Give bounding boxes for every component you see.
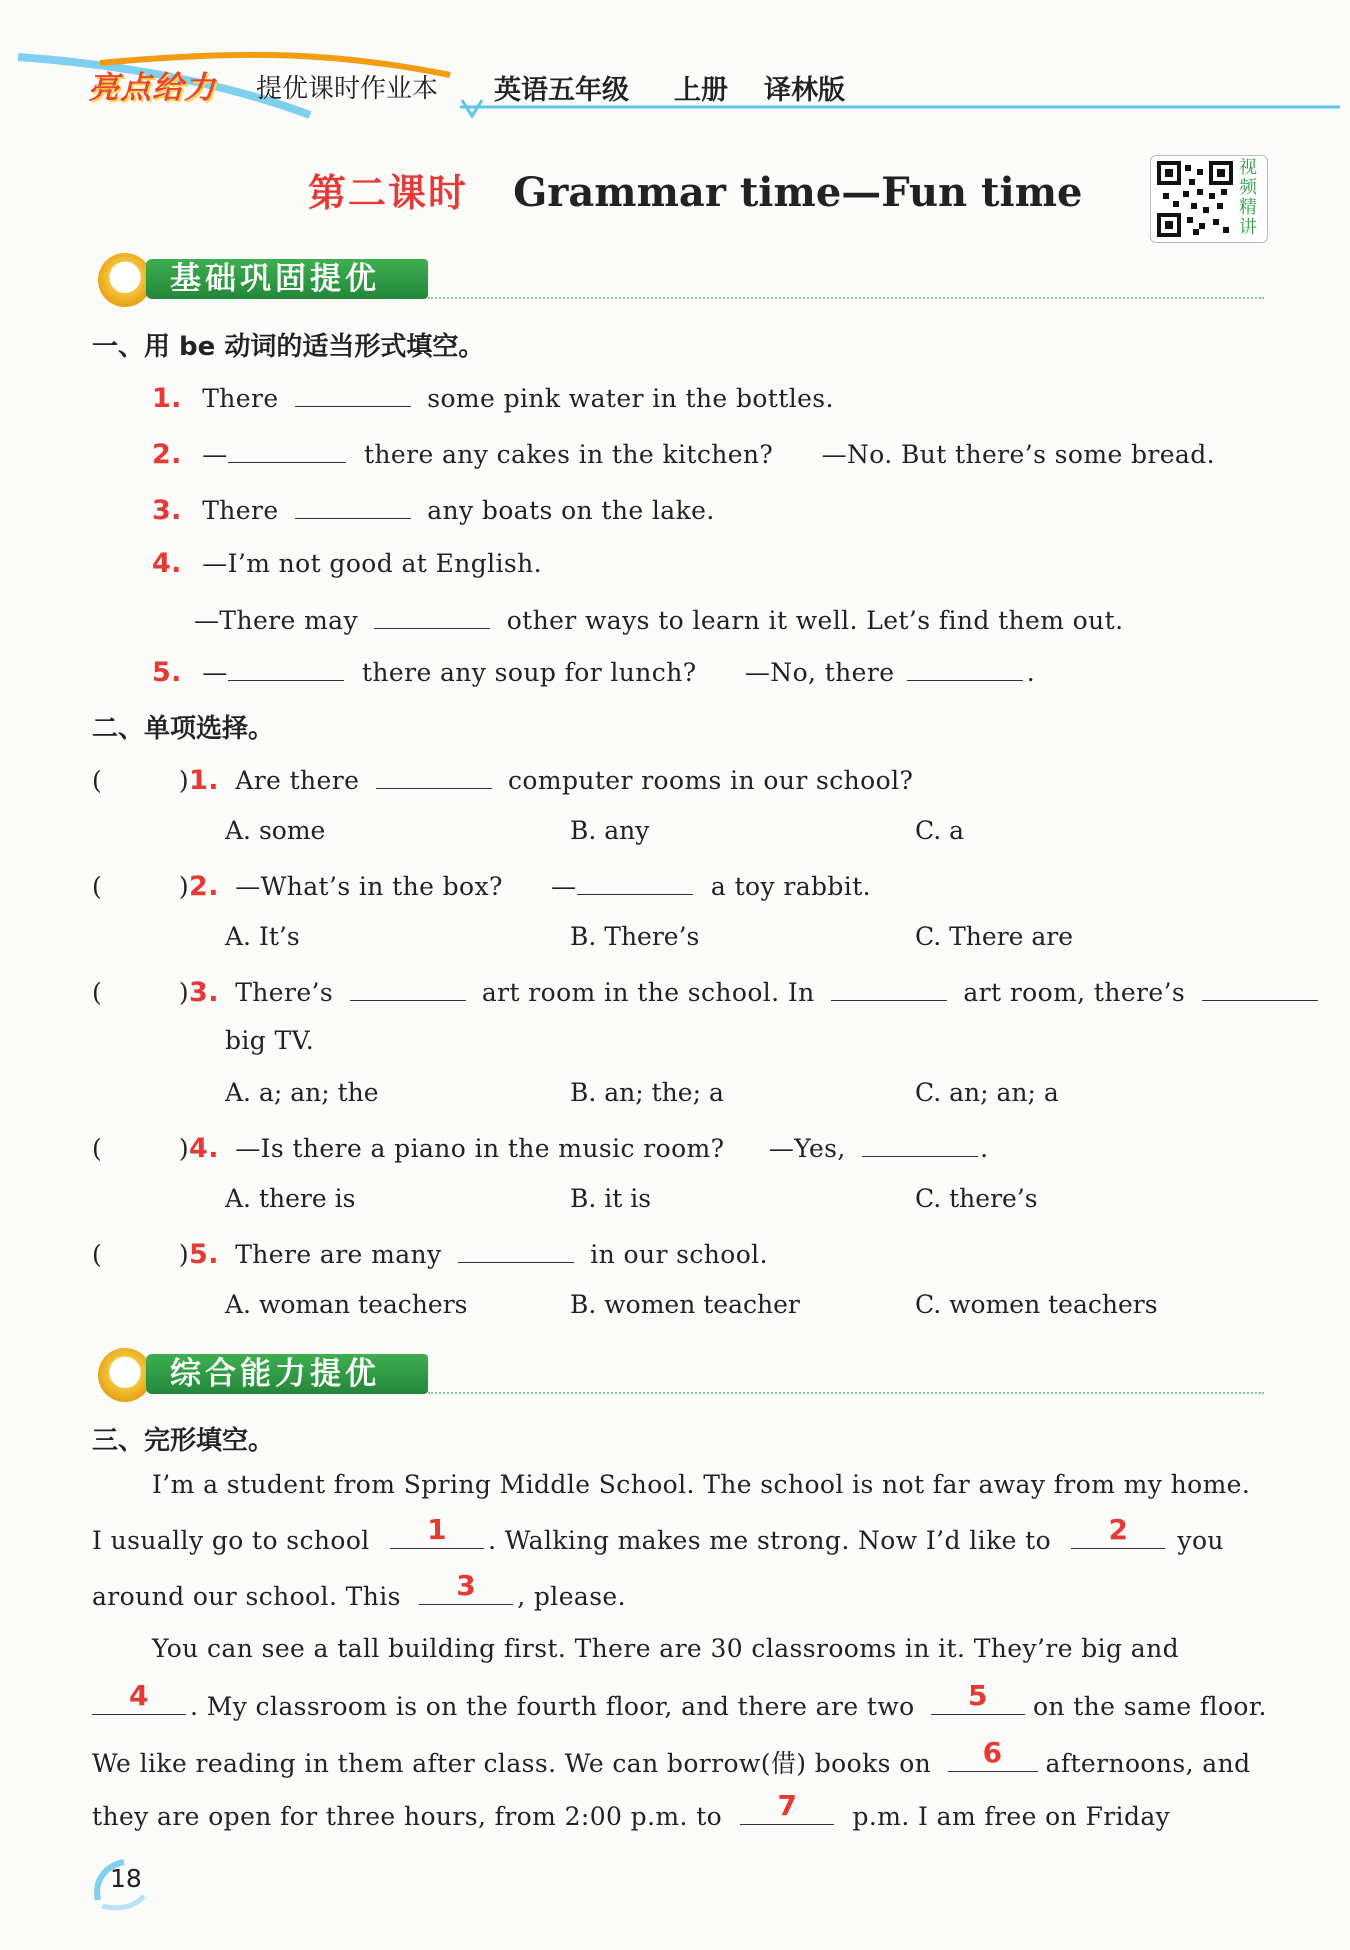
page-number: 18 [110,1864,142,1893]
passage-text: you [1177,1526,1224,1555]
banner-divider [428,297,1264,299]
option-a[interactable]: A. It’s [225,922,300,951]
paren-open: ( [92,1134,103,1163]
trophy-icon [98,1348,152,1402]
p2-q4 [92,1130,988,1164]
question-text: . [980,1134,989,1163]
option-c[interactable]: C. women teachers [915,1290,1158,1319]
p2-q1 [92,762,913,796]
paren-open: ( [92,978,103,1007]
question-text: —What’s in the box? [235,872,503,901]
banner-divider [428,1392,1264,1394]
question-number: 5. [189,1239,219,1270]
option-a[interactable]: A. some [225,816,326,845]
blank-number: 4 [129,1679,149,1712]
question-text: . [1026,658,1036,687]
blank-number: 6 [982,1736,1003,1769]
question-text: art room in the school. In [481,978,815,1007]
question-number: 1. [189,765,219,796]
question-text: —No, there [744,658,895,687]
qr-code[interactable] [1150,155,1268,243]
section-title-basic: 基础巩固提优 [146,259,428,299]
option-c[interactable]: C. an; an; a [915,1078,1059,1107]
passage-text: . My classroom is on the fourth floor, and there are two [190,1692,915,1721]
question-text: computer rooms in our school? [508,766,914,795]
section-banner-comprehensive [98,1350,1264,1396]
option-c[interactable]: C. there’s [915,1184,1038,1213]
blank-number: 7 [777,1789,798,1822]
header-subtitle: 提优课时作业本 [256,74,439,104]
blank-number: 2 [1108,1513,1129,1546]
answer-blank[interactable] [295,492,411,519]
passage-line-2 [92,1513,1224,1555]
passage-text: I usually go to school [92,1526,370,1555]
option-c[interactable]: C. There are [915,922,1074,951]
p2-q5 [92,1236,768,1270]
passage-text: on the same floor. [1032,1692,1267,1721]
question-text: There are many [235,1240,442,1269]
question-text: some pink water in the bottles. [427,384,834,413]
blank-number: 3 [456,1569,477,1602]
question-text: a toy rabbit. [710,872,871,901]
paren-close: ) [178,1134,190,1163]
p2-q2 [92,868,871,902]
option-c[interactable]: C. a [915,816,965,845]
cloze-blank-6[interactable] [948,1736,1038,1772]
blank-number: 1 [427,1513,447,1546]
question-text: there any cakes in the kitchen? [363,440,774,469]
answer-blank[interactable] [376,762,492,789]
option-b[interactable]: B. it is [570,1184,652,1213]
question-number: 2. [189,871,219,902]
question-text: —I’m not good at English. [202,549,543,578]
part1-heading: 一、用 be 动词的适当形式填空。 [92,332,485,362]
answer-blank[interactable] [907,654,1023,681]
passage-text: afternoons, and [1045,1749,1251,1778]
option-b[interactable]: B. an; the; a [570,1078,724,1107]
answer-blank[interactable] [1202,974,1318,1001]
question-text: other ways to learn it well. Let’s find them out. [506,606,1124,635]
question-text: There [202,384,279,413]
answer-blank[interactable] [228,436,346,463]
passage-line-5 [92,1679,1267,1721]
p1-q4-reply [194,602,1123,635]
option-b[interactable]: B. women teacher [570,1290,800,1319]
qr-code-icon [1153,157,1237,241]
question-text: — [202,658,228,687]
cloze-blank-1[interactable] [390,1513,484,1549]
header-grade: 英语五年级 [494,75,629,106]
choice-answer-slot[interactable] [111,763,171,789]
question-text: Are there [235,766,360,795]
paren-close: ) [178,766,190,795]
choice-answer-slot[interactable] [111,975,171,1001]
p1-q2 [152,436,1215,470]
question-number: 3. [189,977,219,1008]
question-text: art room, there’s [963,978,1186,1007]
cloze-blank-5[interactable] [931,1679,1025,1715]
choice-answer-slot[interactable] [111,869,171,895]
header-bar [0,0,1350,120]
answer-blank[interactable] [831,974,947,1001]
passage-line-1: I’m a student from Spring Middle School. The school is not far away from my home. [152,1470,1251,1499]
question-text: any boats on the lake. [427,496,715,525]
header-volume: 上册 [674,75,728,106]
lesson-title [308,162,1083,217]
question-text: there any soup for lunch? [361,658,697,687]
passage-text: around our school. This [92,1582,401,1611]
p2-q3 [92,974,1318,1008]
cloze-blank-7[interactable] [740,1789,834,1825]
answer-blank[interactable] [862,1130,978,1157]
option-a[interactable]: A. woman teachers [225,1290,468,1319]
option-b[interactable]: B. There’s [570,922,700,951]
passage-line-3 [92,1569,626,1611]
answer-blank[interactable] [350,974,466,1001]
p1-q1 [152,380,834,414]
question-number: 5. [152,657,182,688]
p1-q5 [152,654,1035,688]
paren-open: ( [92,1240,103,1269]
header-edition: 译林版 [764,75,845,106]
passage-line-4: You can see a tall building first. There are 30 classrooms in it. They’re big and [152,1634,1179,1663]
passage-line-7 [92,1789,1171,1831]
qr-label: 视频精讲 [1239,157,1257,238]
question-text: There [202,496,279,525]
question-number: 2. [152,439,182,470]
paren-open: ( [92,872,103,901]
p2-q3-cont: big TV. [225,1026,315,1055]
passage-line-6 [92,1736,1251,1780]
page-number-badge [96,1856,148,1908]
cloze-blank-4[interactable] [92,1679,186,1715]
passage-text: , please. [517,1582,626,1611]
question-text: —Is there a piano in the music room? [235,1134,725,1163]
p1-q4 [152,548,542,579]
cloze-blank-2[interactable] [1071,1513,1165,1549]
question-number: 4. [189,1133,219,1164]
answer-blank[interactable] [374,602,490,629]
question-number: 1. [152,383,182,414]
answer-blank[interactable] [295,380,411,407]
answer-blank[interactable] [577,868,693,895]
option-a[interactable]: A. a; an; the [225,1078,379,1107]
part3-heading: 三、完形填空。 [92,1426,275,1456]
passage-text: p.m. I am free on Friday [852,1802,1171,1831]
paren-close: ) [178,1240,190,1269]
lesson-title-en: Grammar time—Fun time [513,169,1083,216]
question-text: —Yes, [768,1134,846,1163]
part2-heading: 二、单项选择。 [92,714,275,744]
choice-answer-slot[interactable] [111,1131,171,1157]
lesson-title-zh: 第二课时 [308,170,469,215]
question-text: There’s [235,978,334,1007]
passage-text: We like reading in them after class. We can borrow(借) books on [92,1749,932,1778]
question-text: — [202,440,228,469]
question-number: 4. [152,548,182,579]
question-text: —There may [194,606,358,635]
choice-answer-slot[interactable] [111,1237,171,1263]
option-a[interactable]: A. there is [225,1184,356,1213]
section-banner-basic [98,255,1264,301]
paren-close: ) [178,872,190,901]
question-number: 3. [152,495,182,526]
question-text: — [551,872,577,901]
section-title-comprehensive: 综合能力提优 [146,1354,428,1394]
answer-blank[interactable] [458,1236,574,1263]
brand-logo: 亮点给力 [88,70,216,106]
blank-number: 5 [967,1679,988,1712]
question-text: in our school. [590,1240,768,1269]
p1-q3 [152,492,715,526]
passage-text: they are open for three hours, from 2:00 p.m. to [92,1802,723,1831]
option-b[interactable]: B. any [570,816,650,845]
passage-text: . Walking makes me strong. Now I’d like to [488,1526,1052,1555]
cloze-blank-3[interactable] [419,1569,513,1605]
paren-open: ( [92,766,103,795]
answer-blank[interactable] [228,654,344,681]
question-text: —No. But there’s some bread. [821,440,1215,469]
paren-close: ) [178,978,190,1007]
banner-badge-icon [98,253,152,307]
